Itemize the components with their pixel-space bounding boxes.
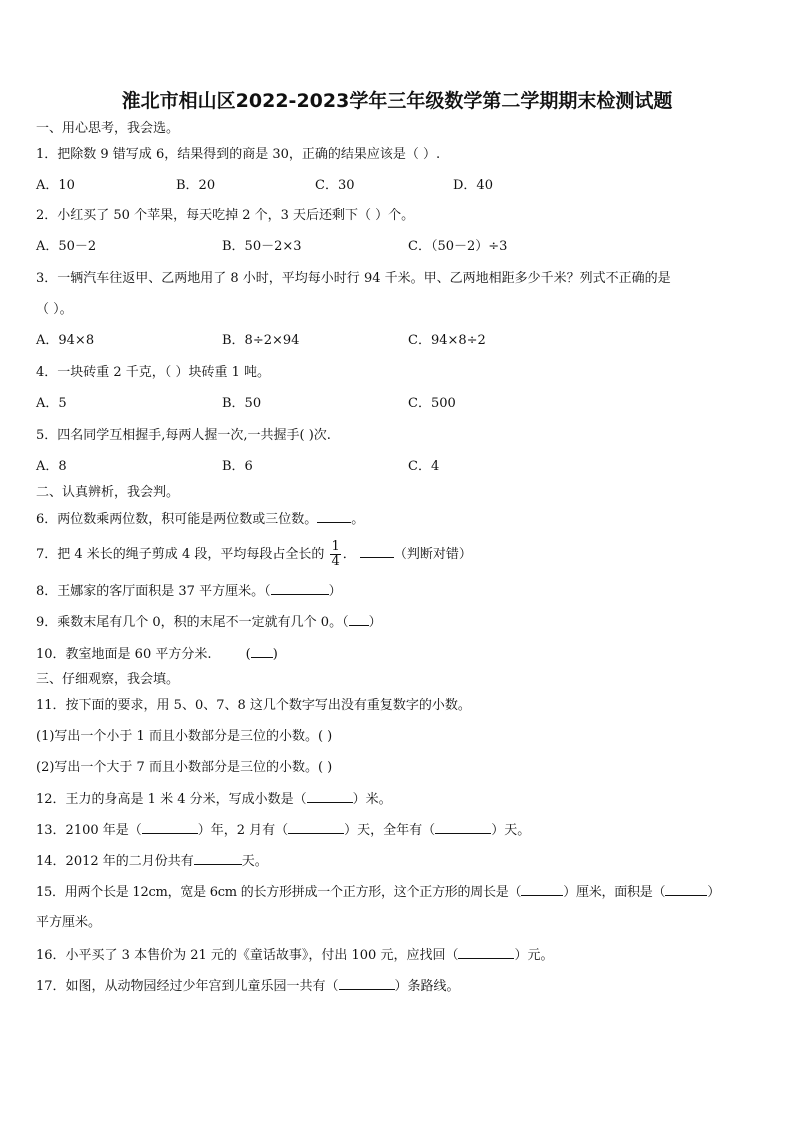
q5-option-b: B．6 [222,459,253,474]
q13-part-2: ）年，2 月有（ [197,823,289,838]
answer-blank[interactable] [665,883,707,896]
q15-part-3: ） [707,885,720,900]
q3-option-c: C．94×8÷2 [408,333,486,348]
answer-blank[interactable] [521,883,563,896]
answer-blank[interactable] [435,821,491,834]
question-3-cont: （ ）。 [36,302,73,317]
q1-option-d: D．40 [453,178,493,193]
q5-option-c: C．4 [408,459,440,474]
q13-part-3: ）天，全年有（ [344,823,436,838]
question-4: 4．一块砖重 2 千克，（ ）块砖重 1 吨。 [36,365,270,380]
fraction-denominator: 4 [331,554,340,569]
q15-part-2: ）厘米，面积是（ [563,885,666,900]
q10-text: 10．教室地面是 60 平方分米. [36,647,212,662]
q14-text: 14．2012 年的二月份共有 [36,854,194,869]
q7-period: ． [342,547,356,562]
q2-option-c: C．（50－2）÷3 [408,239,508,254]
answer-blank[interactable] [271,582,329,595]
page-title: 淮北市相山区2022-2023学年三年级数学第二学期期末检测试题 [121,90,673,112]
answer-blank[interactable] [142,821,198,834]
answer-blank[interactable] [251,645,273,658]
q14-tail: 天。 [241,854,268,869]
q16-text: 16．小平买了 3 本售价为 21 元的《童话故事》，付出 100 元，应找回（ [36,948,459,963]
question-2: 2．小红买了 50 个苹果，每天吃掉 2 个，3 天后还剩下（ ）个。 [36,208,415,223]
question-3: 3．一辆汽车往返甲、乙两地用了 8 小时，平均每小时行 94 千米。甲、乙两地相距多少千米？列式不正确的是 [36,271,671,286]
section-heading-3: 三、仔细观察，我会填。 [36,672,180,687]
q3-option-b: B．8÷2×94 [222,333,300,348]
q9-tail: ） [368,615,382,630]
question-17 [36,977,460,996]
q7-tail: （判断对错） [393,547,472,562]
question-13 [36,821,530,840]
q1-option-a: A．10 [36,178,75,193]
question-11-part-1: (1)写出一个小于 1 而且小数部分是三位的小数。( ) [36,729,333,744]
question-14 [36,852,268,871]
answer-blank[interactable] [360,545,394,558]
q6-text: 6．两位数乘两位数，积可能是两位数或三位数。 [36,512,318,527]
q8-text: 8．王娜家的客厅面积是 37 平方厘米。（ [36,584,271,599]
fraction-numerator: 1 [331,539,340,554]
answer-blank[interactable] [349,613,369,626]
question-12 [36,790,392,809]
section-heading-2: 二、认真辨析，我会判。 [36,485,180,500]
q2-option-a: A．50－2 [36,239,97,254]
q17-tail: ）条路线。 [394,979,460,994]
q17-text: 17．如图，从动物园经过少年宫到儿童乐园一共有（ [36,979,339,994]
fraction-one-quarter [330,540,340,569]
question-8 [36,582,342,601]
question-6 [36,510,364,529]
q7-text: 7．把 4 米长的绳子剪成 4 段，平均每段占全长的 [36,547,325,562]
question-5: 5．四名同学互相握手,每两人握一次,一共握手( )次. [36,428,331,443]
answer-blank[interactable] [307,790,353,803]
q8-tail: ） [328,584,342,599]
question-1: 1．把除数 9 错写成 6，结果得到的商是 30，正确的结果应该是（ ）. [36,147,441,162]
q13-part-4: ）天。 [491,823,531,838]
q12-tail: ）米。 [352,792,392,807]
question-15-cont: 平方厘米。 [36,915,102,930]
q13-part-1: 13．2100 年是（ [36,823,142,838]
question-15 [36,883,720,902]
q2-option-b: B．50－2×3 [222,239,302,254]
q4-option-a: A．5 [36,396,67,411]
q10-open-paren: ( [245,647,251,662]
question-9 [36,613,382,632]
section-heading-1: 一、用心思考，我会选。 [36,121,180,136]
q16-tail: ）元。 [514,948,554,963]
q4-option-b: B．50 [222,396,262,411]
answer-blank[interactable] [288,821,344,834]
q10-close-paren: ) [272,647,278,662]
answer-blank[interactable] [194,852,242,865]
answer-blank[interactable] [339,977,395,990]
question-11-part-2: (2)写出一个大于 7 而且小数部分是三位的小数。( ) [36,760,333,775]
q1-option-c: C．30 [315,178,355,193]
question-11: 11．按下面的要求，用 5、0、7、8 这几个数字写出没有重复数字的小数。 [36,698,471,713]
q15-part-1: 15．用两个长是 12cm，宽是 6cm 的长方形拼成一个正方形，这个正方形的周长是（ [36,885,522,900]
q5-option-a: A．8 [36,459,67,474]
q12-text: 12．王力的身高是 1 米 4 分米，写成小数是（ [36,792,307,807]
answer-blank[interactable] [458,946,514,959]
question-10 [36,645,278,664]
q3-option-a: A．94×8 [36,333,95,348]
q4-option-c: C．500 [408,396,456,411]
q9-text: 9．乘数末尾有几个 0，积的末尾不一定就有几个 0。（ [36,615,349,630]
question-16 [36,946,553,965]
answer-blank[interactable] [317,510,351,523]
q1-option-b: B．20 [176,178,216,193]
q6-tail: 。 [351,512,365,527]
question-7 [36,540,472,570]
